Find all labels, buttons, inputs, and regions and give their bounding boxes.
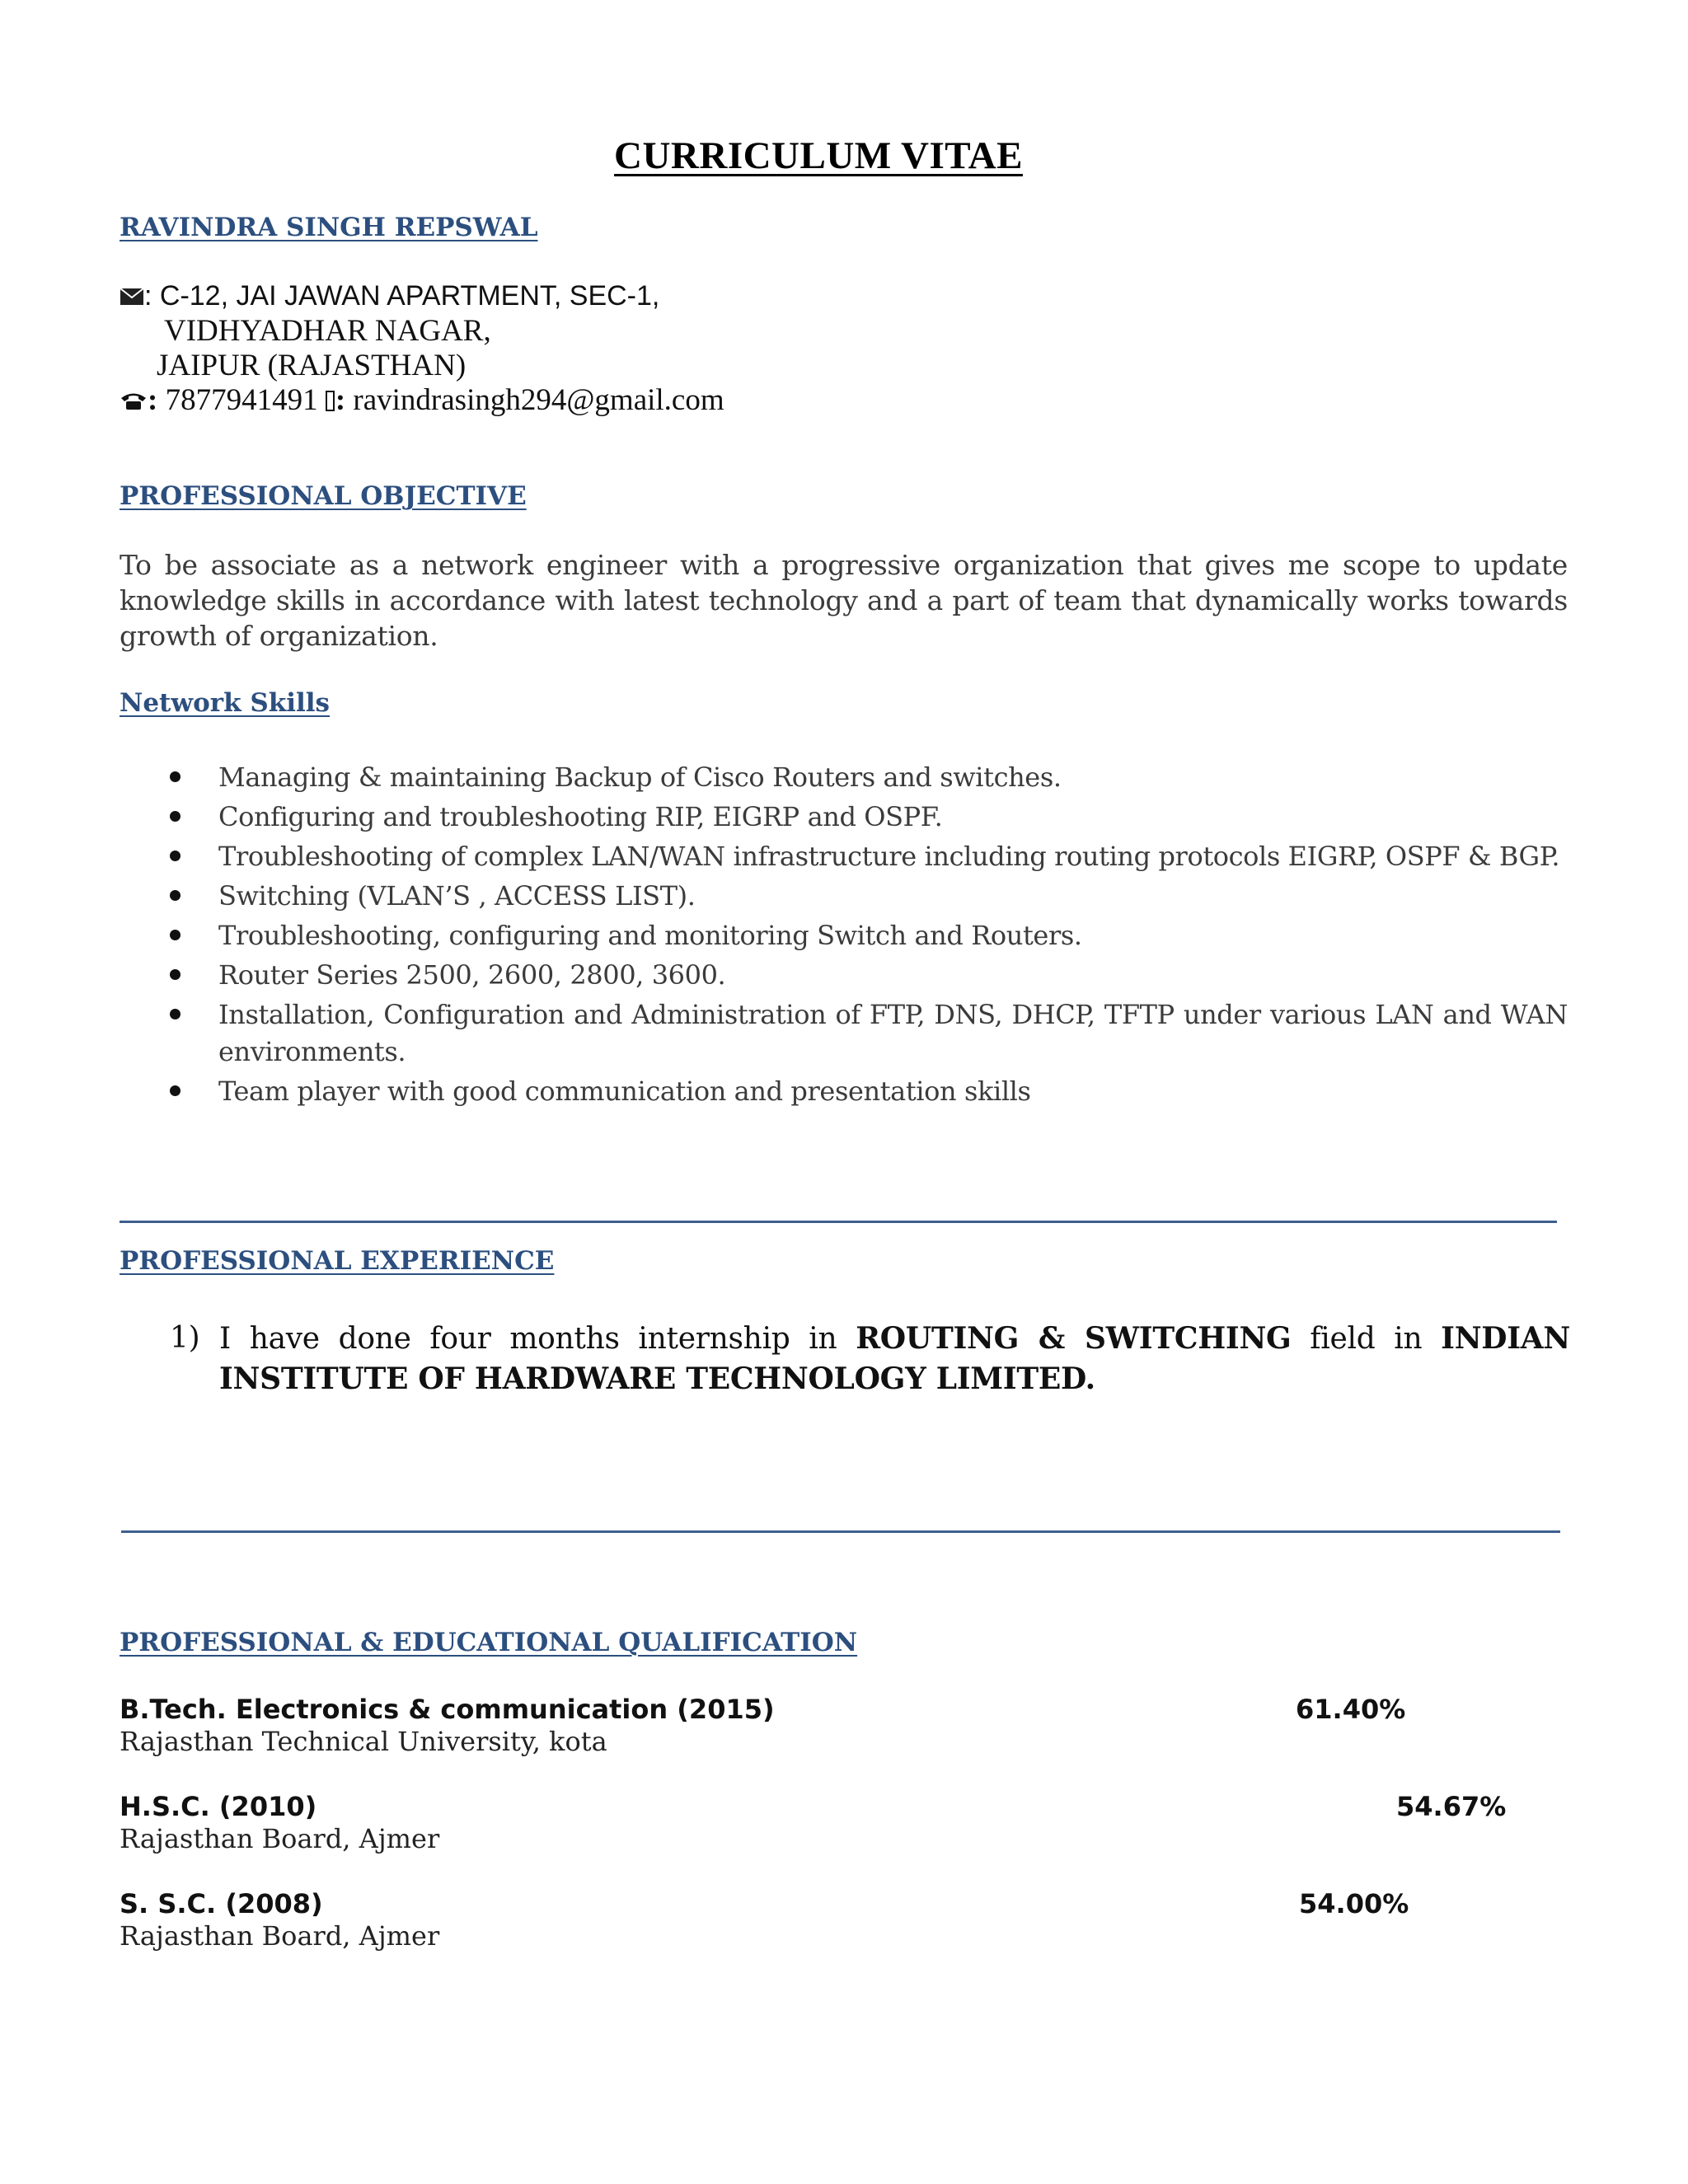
- experience-field: ROUTING & SWITCHING: [856, 1321, 1292, 1356]
- list-item: [158, 878, 1568, 915]
- envelope-icon: [120, 280, 144, 312]
- skill-text: Troubleshooting of complex LAN/WAN infrastructure including routing protocols EIGRP, OSPF & BGP.: [218, 841, 1560, 872]
- phone-separator: :: [148, 383, 158, 417]
- objective-heading: PROFESSIONAL OBJECTIVE: [120, 481, 527, 511]
- list-item: [158, 799, 1568, 836]
- experience-text: [219, 1319, 1570, 1399]
- list-item: [158, 996, 1568, 1071]
- bullet-icon: [170, 1085, 181, 1096]
- list-item: [158, 957, 1568, 994]
- qualification-name: H.S.C. (2010): [120, 1791, 317, 1822]
- document-title: CURRICULUM VITAE: [614, 134, 1023, 177]
- qualification-score: 61.40%: [1296, 1694, 1406, 1725]
- skill-text: Installation, Configuration and Administration of FTP, DNS, DHCP, TFTP under various LAN and WAN environments.: [218, 999, 1568, 1067]
- qualification-score: 54.00%: [1299, 1888, 1409, 1919]
- bullet-icon: [170, 969, 181, 980]
- list-item: [158, 759, 1568, 796]
- email-box-icon: [326, 382, 335, 418]
- bullet-icon: [170, 1009, 181, 1019]
- phone-number: 7877941491: [165, 383, 318, 417]
- bullet-icon: [170, 771, 181, 782]
- skill-text: Switching (VLAN’S , ACCESS LIST).: [218, 880, 696, 912]
- bullet-icon: [170, 930, 181, 940]
- skill-text: Troubleshooting, configuring and monitoring Switch and Routers.: [218, 920, 1082, 951]
- list-item: [158, 917, 1568, 954]
- qualification-score: 54.67%: [1396, 1791, 1507, 1822]
- divider-2: [121, 1530, 1560, 1533]
- skill-text: Configuring and troubleshooting RIP, EIGRP and OSPF.: [218, 801, 943, 832]
- list-item: [158, 838, 1568, 875]
- skill-text: Router Series 2500, 2600, 2800, 3600.: [218, 959, 726, 991]
- email-address: ravindrasingh294@gmail.com: [353, 383, 724, 417]
- objective-text: To be associate as a network engineer with a progressive organization that gives me scope to update knowledge skills in accordance with latest technology and a part of team that dynamically works towards growth of organization.: [120, 549, 1568, 652]
- experience-number: 1): [170, 1321, 200, 1355]
- qualification-heading: PROFESSIONAL & EDUCATIONAL QUALIFICATION: [120, 1628, 858, 1657]
- email-separator: :: [335, 383, 346, 417]
- skill-text: Managing & maintaining Backup of Cisco Routers and switches.: [218, 762, 1062, 793]
- qualification-institution: Rajasthan Board, Ajmer: [120, 1920, 440, 1952]
- experience-text-1: I have done four months internship in: [219, 1322, 856, 1356]
- experience-item: [165, 1319, 1570, 1399]
- qualification-institution: Rajasthan Technical University, kota: [120, 1726, 607, 1757]
- telephone-icon: [120, 382, 148, 418]
- bullet-icon: [170, 890, 181, 901]
- bullet-icon: [170, 851, 181, 861]
- experience-text-2: field in: [1291, 1322, 1442, 1356]
- contact-line: [120, 382, 724, 418]
- experience-heading: PROFESSIONAL EXPERIENCE: [120, 1246, 555, 1276]
- address-line-3: JAIPUR (RAJASTHAN): [157, 349, 467, 382]
- candidate-name: RAVINDRA SINGH REPSWAL: [120, 213, 538, 242]
- qualification-name: B.Tech. Electronics & communication (2015): [120, 1694, 775, 1725]
- skills-heading: Network Skills: [120, 688, 330, 718]
- address-line-2: VIDHYADHAR NAGAR,: [164, 314, 491, 348]
- experience-institute: INDIAN INSTITUTE OF HARDWARE TECHNOLOGY LIMITED.: [219, 1321, 1570, 1396]
- address-line-1-text: : C-12, JAI JAWAN APARTMENT, SEC-1,: [144, 280, 660, 312]
- divider-1: [120, 1221, 1557, 1223]
- list-item: [158, 1073, 1568, 1110]
- skills-list: [158, 759, 1568, 1113]
- qualification-institution: Rajasthan Board, Ajmer: [120, 1823, 440, 1854]
- address-line-1: [120, 280, 659, 312]
- qualification-name: S. S.C. (2008): [120, 1888, 323, 1919]
- bullet-icon: [170, 811, 181, 822]
- skill-text: Team player with good communication and presentation skills: [218, 1076, 1031, 1107]
